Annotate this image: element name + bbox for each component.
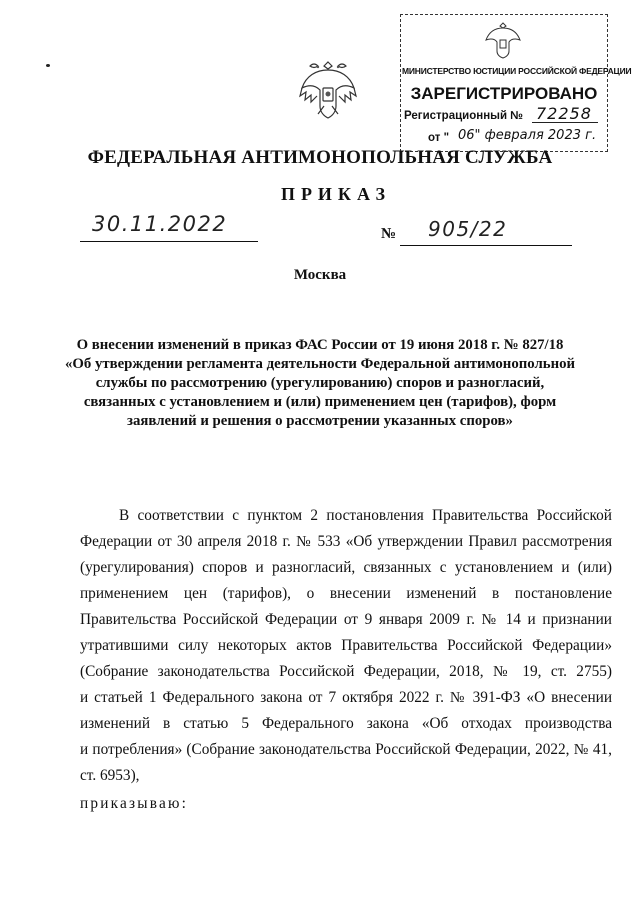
title-line: заявлений и решения о рассмотрении указанных споров» xyxy=(127,413,513,429)
body-line: и потребления» (Собрание законодательства Российской Федерации, 2022, № 41, xyxy=(80,741,612,758)
stamp-underline xyxy=(532,122,598,123)
coat-of-arms-icon xyxy=(296,56,360,122)
document-type: ПРИКАЗ xyxy=(280,184,392,204)
body-line: применением цен (тарифов), о внесении изменений в постановление xyxy=(80,585,612,602)
body-line: (урегулирования) споров и разногласий, связанных с установлением и (или) xyxy=(80,559,612,576)
stamp-reg-number: 72258 xyxy=(536,104,592,123)
body-line: (Собрание законодательства Российской Федерации, 2018, № 19, ст. 2755) xyxy=(80,663,612,680)
body-line: ст. 6953), xyxy=(80,767,140,784)
stamp-reg-number-label: Регистрационный № xyxy=(404,110,524,122)
body-line: В соответствии с пунктом 2 постановления Правительства Российской xyxy=(119,507,612,524)
order-word: приказываю: xyxy=(80,795,189,812)
title-line: связанных с установлением и (или) применением цен (тарифов), форм xyxy=(83,394,557,410)
title-line: службы по рассмотрению (урегулированию) споров и разногласий, xyxy=(95,375,545,391)
order-number: 905/22 xyxy=(428,217,508,241)
scan-speck xyxy=(46,64,50,67)
order-date: 30.11.2022 xyxy=(92,212,228,236)
title-line: «Об утверждении регламента деятельности Федеральной антимонопольной xyxy=(64,356,576,372)
number-underline xyxy=(400,245,572,246)
body-line: и статьей 1 Федерального закона от 7 октября 2022 г. № 391-ФЗ «О внесении xyxy=(80,689,612,706)
title-line: О внесении изменений в приказ ФАС России от 19 июня 2018 г. № 827/18 xyxy=(76,337,564,353)
body-line: Правительства Российской Федерации от 9 января 2009 г. № 14 и признании xyxy=(80,611,612,628)
agency-name: ФЕДЕРАЛЬНАЯ АНТИМОНОПОЛЬНАЯ СЛУЖБА xyxy=(87,147,553,168)
stamp-ministry-name: МИНИСТЕРСТВО ЮСТИЦИИ РОССИЙСКОЙ ФЕДЕРАЦИИ xyxy=(402,66,632,76)
body-line: утратившими силу некоторых актов Правительства Российской Федерации» xyxy=(80,637,612,654)
stamp-date-prefix: от " xyxy=(428,132,450,144)
city: Москва xyxy=(293,267,347,283)
date-underline xyxy=(80,241,258,242)
stamp-registered-label: ЗАРЕГИСТРИРОВАНО xyxy=(410,84,598,103)
body-line: Федерации от 30 апреля 2018 г. № 533 «Об утверждении Правил рассмотрения xyxy=(80,533,612,550)
body-line: изменений в статью 5 Федерального закона «Об отходах производства xyxy=(80,715,612,732)
number-sign: № xyxy=(381,226,397,242)
stamp-emblem-icon xyxy=(482,20,524,60)
stamp-date: 06" февраля 2023 г. xyxy=(458,128,597,143)
